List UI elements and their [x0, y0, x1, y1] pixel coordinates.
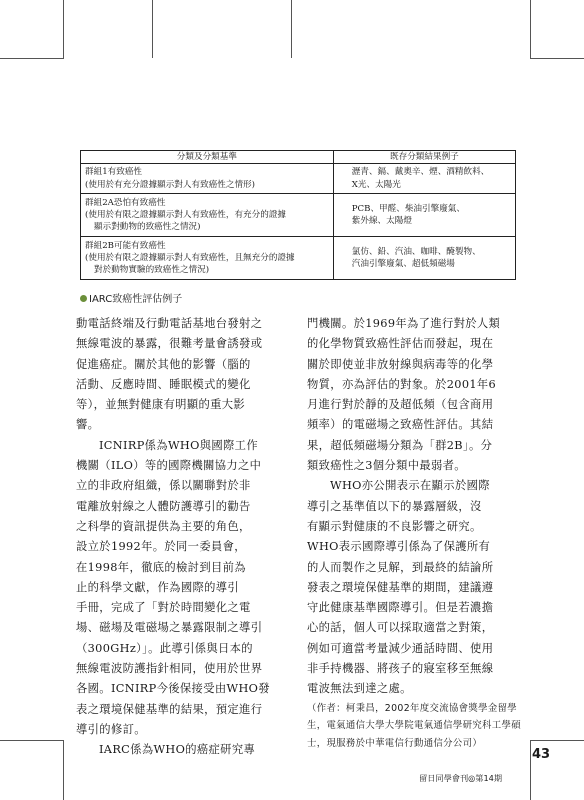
group-title: 群組2A恐怕有致癌性: [85, 197, 166, 208]
author-note: [307, 700, 519, 753]
text-line: 導引的修訂。: [76, 722, 146, 736]
text-line: 活動、反應時間、睡眠模式的變化: [76, 377, 251, 391]
text-line: 果，超低頻磁場分類為「群2B」。分: [307, 438, 493, 452]
author-note-line: 生，電氣通信大學大學院電氣通信學研究科工學碩: [307, 720, 521, 732]
text-line: 表之環境保健基準的結果，預定進行: [76, 702, 263, 716]
text-line: 等），並無對健康有明顯的重大影: [76, 398, 246, 412]
text-line: 立的非政府組織，係以關聯對於非: [76, 479, 251, 493]
table-cell-criteria: [81, 237, 334, 280]
table-cell-examples: [333, 164, 515, 194]
text-line: 促進癌症。關於其他的影響（腦的: [76, 357, 251, 371]
text-line: 機關（ILO）等的國際機關協力之中: [76, 459, 262, 473]
text-line: 各國。ICNIRP今後保接受由WHO發: [76, 682, 270, 696]
group-description: 顯示對動物的致癌性之情況): [94, 222, 201, 233]
table-row: [81, 164, 516, 194]
examples-line: 瀝青、鎘、戴奧辛、煙、酒精飲料、: [351, 167, 490, 178]
text-line: 的人而製作之見解，到最終的結論所: [307, 560, 494, 574]
text-line: ICNIRP係為WHO與國際工作: [99, 438, 258, 452]
text-line: 手冊，完成了「對於時間變化之電: [76, 601, 251, 615]
left-text-column: [76, 314, 286, 761]
text-line: IARC係為WHO的癌症研究專: [99, 743, 256, 757]
text-line: 動電話終端及行動電話基地台發射之: [76, 317, 263, 330]
table-header-criteria: 分類及分類基準: [81, 151, 334, 164]
table-row: [81, 194, 516, 237]
text-line: 無線電波防護指針相同，使用於世界: [76, 662, 263, 676]
crop-mark: [0, 740, 64, 741]
group-title: 群組2B可能有致癌性: [85, 240, 166, 251]
text-line: WHO亦公開表示在顯示於國際: [330, 479, 490, 493]
table-header-row: [81, 151, 516, 164]
group-description: (使用於有充分證據顯示對人有致癌性之情形): [85, 179, 255, 190]
examples-line: X光、太陽光: [351, 179, 401, 190]
crop-mark: [0, 58, 64, 59]
text-line: 場、磁場及電磁場之暴露限制之導引: [76, 621, 263, 635]
text-line: 發表之環境保健基準的期間，建議遵: [307, 580, 494, 594]
crop-mark: [291, 0, 292, 58]
text-line: WHO表示國際導引係為了保護所有: [307, 540, 491, 554]
text-line: 止的科學文獻，作為國際的導引: [76, 580, 240, 594]
crop-mark: [530, 58, 584, 59]
crop-mark: [530, 0, 531, 58]
text-line: 電波無法到達之處。: [307, 682, 412, 696]
group-description: (使用於有限之證據顯示對人有致癌性，有充分的證據: [85, 209, 287, 220]
text-line: 門機關。於1969年為了進行對於人類: [307, 317, 501, 330]
footer-publication: 留日同學會刊◎第14期: [419, 773, 503, 783]
page-number: 43: [532, 747, 551, 762]
text-line: 在1998年，徹底的檢討到目前為: [76, 560, 246, 574]
text-line: 之科學的資訊提供為主要的角色，: [76, 519, 251, 533]
caption-text: IARC致癌性評估例子: [89, 294, 183, 305]
right-text-column: [307, 314, 519, 753]
examples-line: PCB、甲醛、柴油引擎廢氣、: [351, 203, 465, 214]
author-note-line: 士，現服務於中華電信行動通信分公司）: [307, 738, 483, 750]
table-cell-examples: [333, 237, 515, 280]
author-note-line: （作者：柯秉昌，2002年度交流協會獎學金留學: [307, 702, 518, 714]
text-line: 的化學物質致癌性評估而發起，現在: [307, 337, 494, 351]
group-title: 群組1有致癌性: [85, 167, 143, 178]
crop-mark: [63, 0, 64, 58]
table-cell-criteria: [81, 164, 334, 194]
crop-mark: [152, 0, 153, 58]
text-line: 有顯示對健康的不良影響之研究。: [307, 519, 482, 533]
table-header-examples: 既存分類結果例子: [333, 151, 515, 164]
text-line: 例如可適當考量減少通話時間、使用: [307, 641, 494, 655]
group-description: 對於動物實驗的致癌性之情況): [94, 265, 210, 276]
table-cell-examples: [333, 194, 515, 237]
crop-mark: [530, 740, 531, 800]
table-caption: [80, 290, 182, 305]
text-line: 頻率）的電磁場之致癌性評估。其結: [307, 418, 494, 432]
table-row: [81, 237, 516, 280]
text-line: 非手持機器、將孩子的寢室移至無線: [307, 662, 494, 676]
text-line: （300GHz）」。此導引係與日本的: [76, 641, 253, 655]
text-line: 無線電波的暴露，很難考量會誘發或: [76, 337, 263, 351]
crop-mark: [530, 740, 584, 741]
iarc-classification-table: [80, 150, 516, 280]
text-line: 設立於1992年。於同一委員會，: [76, 540, 246, 554]
text-line: 關於即使並非放射線與病毒等的化學: [307, 357, 494, 371]
examples-line: 紫外線、太陽燈: [351, 216, 412, 226]
text-line: 月進行對於靜的及超低頻（包含商用: [307, 398, 494, 412]
table-cell-criteria: [81, 194, 334, 237]
examples-line: 氯仿、鉛、汽油、咖啡、醃製物、: [351, 246, 481, 257]
text-line: 類致癌性之3個分類中最弱者。: [307, 459, 466, 473]
text-line: 響。: [76, 418, 100, 432]
group-description: (使用於有限之證據顯示對人有致癌性，且無充分的證據: [85, 252, 295, 263]
text-line: 電離放射線之人體防護導引的勸告: [76, 499, 251, 513]
text-line: 心的話，個人可以採取適當之對策，: [307, 621, 494, 635]
bullet-icon: [80, 295, 87, 302]
text-line: 守此健康基準國際導引。但是若濃擔: [307, 601, 494, 615]
text-line: 導引之基準值以下的暴露層級，沒: [307, 499, 482, 513]
examples-line: 汽油引擎廢氣、超低頻磁場: [351, 259, 455, 269]
text-line: 物質，亦為評估的對象。於2001年6: [307, 377, 497, 391]
crop-mark: [63, 740, 64, 800]
